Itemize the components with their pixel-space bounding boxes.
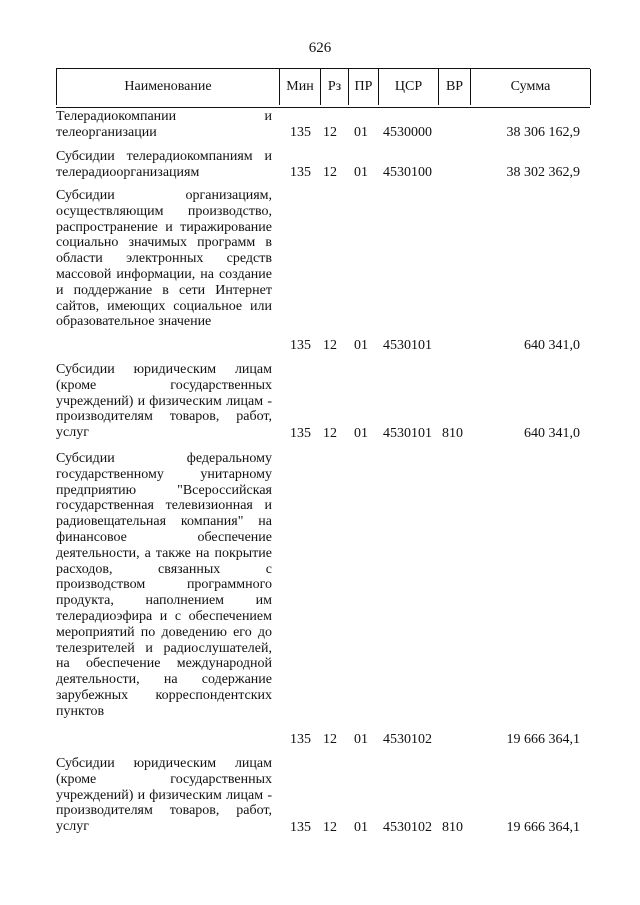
row-rz: 12: [323, 820, 337, 835]
row-name: Субсидии федеральному государственному унитарному предприятию "Всероссийская государственная телевизионная и радиовещательная компания" на финансовое обеспечение деятельности, а также на покрытие расходов, связанных с производством программного продукта, наполнением им телерадиоэфира и с обеспечением мероприятий по доведению его до телезрителей и радиослушателей, на обеспечение международной деятельности, на содержание зарубежных корреспондентских пунктов: [56, 451, 272, 719]
row-pr: 01: [354, 820, 368, 835]
row-csr: 4530101: [383, 426, 432, 441]
header-pr: ПР: [348, 69, 378, 105]
row-name: Телерадиокомпании и телеорганизации: [56, 109, 272, 140]
row-sum: 38 306 162,9: [506, 125, 580, 140]
row-rz: 12: [323, 426, 337, 441]
row-pr: 01: [354, 732, 368, 747]
row-vr: 810: [442, 820, 463, 835]
row-csr: 4530102: [383, 732, 432, 747]
row-pr: 01: [354, 165, 368, 180]
row-sum: 19 666 364,1: [506, 732, 580, 747]
row-sum: 640 341,0: [524, 426, 580, 441]
row-csr: 4530100: [383, 165, 432, 180]
row-csr: 4530102: [383, 820, 432, 835]
row-name: Субсидии юридическим лицам (кроме государственных учреждений) и физическим лицам - производителям товаров, работ, услуг: [56, 756, 272, 835]
row-pr: 01: [354, 426, 368, 441]
row-rz: 12: [323, 338, 337, 353]
row-min: 135: [290, 165, 311, 180]
row-min: 135: [290, 732, 311, 747]
header-name: Наименование: [56, 69, 279, 105]
row-vr: 810: [442, 426, 463, 441]
row-name: Субсидии телерадиокомпаниям и телерадиоорганизациям: [56, 149, 272, 180]
row-csr: 4530101: [383, 338, 432, 353]
page-number: 626: [308, 40, 332, 56]
row-min: 135: [290, 125, 311, 140]
header-vr: ВР: [438, 69, 470, 105]
row-rz: 12: [323, 125, 337, 140]
row-sum: 38 302 362,9: [506, 165, 580, 180]
header-min: Мин: [279, 69, 320, 105]
row-csr: 4530000: [383, 125, 432, 140]
row-name: Субсидии юридическим лицам (кроме государственных учреждений) и физическим лицам - производителям товаров, работ, услуг: [56, 362, 272, 441]
row-name: Субсидии организациям, осуществляющим производство, распространение и тиражирование социально значимых программ в области электронных средств массовой информации, на создание и поддержание в сети Интернет сайтов, имеющих социальное или образовательное значение: [56, 188, 272, 330]
row-min: 135: [290, 338, 311, 353]
header-rz: Рз: [320, 69, 348, 105]
row-pr: 01: [354, 125, 368, 140]
header-sum: Сумма: [470, 69, 591, 105]
row-rz: 12: [323, 732, 337, 747]
row-rz: 12: [323, 165, 337, 180]
row-pr: 01: [354, 338, 368, 353]
row-sum: 19 666 364,1: [506, 820, 580, 835]
row-min: 135: [290, 820, 311, 835]
row-sum: 640 341,0: [524, 338, 580, 353]
row-min: 135: [290, 426, 311, 441]
header-csr: ЦСР: [378, 69, 438, 105]
